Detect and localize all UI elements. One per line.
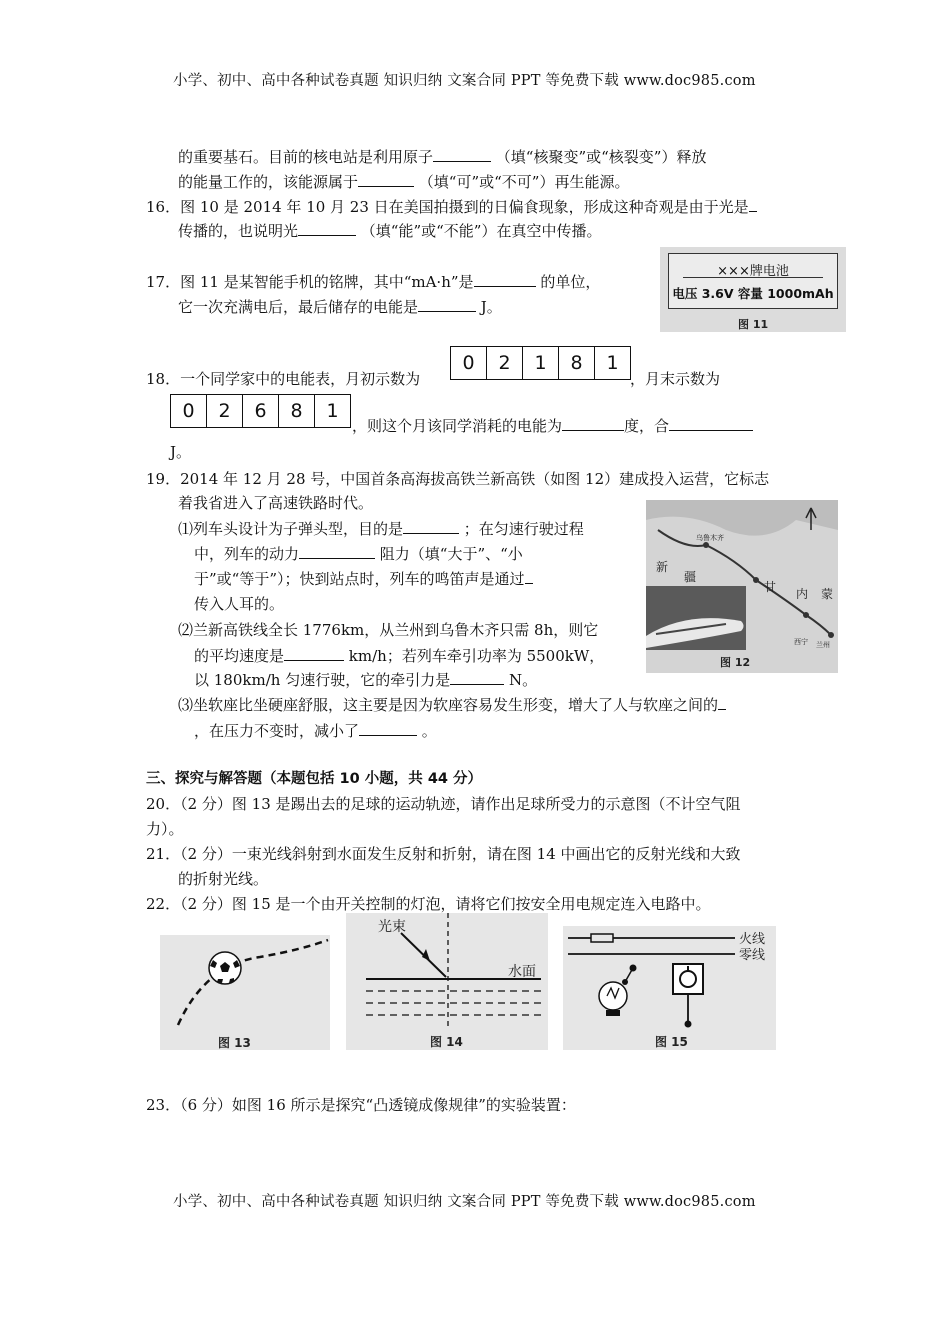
q18-line2	[352, 415, 753, 437]
q19-p1-line2	[194, 543, 523, 565]
q19-line1: 19．2014 年 12 月 28 号，中国首条高海拔高铁兰新高铁（如图 12）建成投入运营，它标志	[146, 470, 770, 488]
q19-blank3[interactable]	[525, 568, 533, 584]
q19-p3-text-c: 。	[421, 722, 437, 740]
q19-p1-text-b: ；在匀速行驶过程	[463, 520, 584, 538]
q17-text-d: J。	[480, 298, 502, 316]
q18-line1-end	[630, 368, 720, 390]
q17-text-a: 17．图 11 是某智能手机的铭牌，其中“mA·h”是	[146, 273, 474, 291]
section-3-title: 三、探究与解答题（本题包括 10 小题，共 44 分）	[146, 771, 483, 787]
meter-start-digit: 1	[606, 352, 619, 374]
ray-arrow-icon	[422, 949, 430, 961]
q16-text-b: 传播的，也说明光	[178, 222, 299, 240]
q22-line1: 22．（2 分）图 15 是一个由开关控制的灯泡，请将它们按安全用电规定连入电路中。	[146, 895, 711, 913]
train-photo	[646, 586, 746, 650]
q15-line1	[178, 146, 706, 168]
q16-text-c: （填“能”或“不能”）在真空中传播。	[360, 222, 602, 240]
nameplate-divider	[683, 277, 823, 278]
meter-start-digit: 2	[487, 347, 523, 379]
q19-blank6[interactable]	[718, 694, 726, 710]
q19-blank4[interactable]	[284, 645, 344, 661]
q17-text-b: 的单位，	[540, 273, 601, 291]
q19-p1-line3	[194, 568, 533, 590]
q15-text-d: （填“可”或“不可”）再生能源。	[418, 173, 630, 191]
q19-p2-text-c: km/h；若列车牵引功率为 5500kW，	[348, 647, 605, 665]
meter-end-digit: 6	[243, 395, 279, 427]
q19-p1-text-e: 于”或“等于”）；快到站点时，列车的鸣笛声是通过	[194, 570, 525, 588]
q18-line1-text	[146, 368, 420, 390]
q19-blank2[interactable]	[299, 543, 375, 559]
q19-p3-line1	[178, 694, 726, 716]
meter-start-digit: 8	[559, 347, 595, 379]
q19-p2-line1: ⑵兰新高铁线全长 1776km，从兰州到乌鲁木齐只需 8h，则它	[178, 621, 599, 639]
q17-text-c: 它一次充满电后，最后储存的电能是	[178, 298, 419, 316]
q18-line3: J。	[170, 443, 192, 461]
q20-line2: 力）。	[146, 820, 184, 838]
meter-end-reading	[170, 394, 351, 428]
football-trajectory-diagram	[160, 935, 330, 1050]
q19-blank7[interactable]	[359, 720, 417, 736]
page-header: 小学、初中、高中各种试卷真题 知识归纳 文案合同 PPT 等免费下载 www.doc985.com	[173, 73, 756, 89]
q17-blank2[interactable]	[418, 296, 476, 312]
q19-p2-text-d: 以 180km/h 匀速行驶，它的牵引力是	[194, 671, 451, 689]
figure-15-label: 图 15	[655, 1035, 688, 1049]
q19-p1-text-c: 中，列车的动力	[194, 545, 300, 563]
q16-line1	[146, 196, 757, 218]
map-label-xin: 新	[656, 560, 669, 574]
q16-line2	[178, 220, 601, 242]
meter-end-digit: 0	[171, 395, 207, 427]
q17-blank1[interactable]	[474, 271, 536, 287]
q18-blank1[interactable]	[562, 415, 624, 431]
figure-12-label: 图 12	[720, 656, 751, 669]
q15-blank1[interactable]	[433, 146, 491, 162]
meter-end-digit: 8	[279, 395, 315, 427]
q19-p3-text-a: ⑶坐软座比坐硬座舒服，这主要是因为软座容易发生形变，增大了人与软座之间的	[178, 696, 719, 714]
q19-blank5[interactable]	[450, 669, 504, 685]
battery-spec: 电压 3.6V 容量 1000mAh	[672, 286, 834, 301]
q18-text-b: ，月末示数为	[630, 370, 721, 388]
meter-start-reading	[450, 346, 631, 380]
map-label-meng: 蒙	[821, 587, 834, 601]
q19-p3-text-b: ，在压力不变时，减小了	[194, 722, 360, 740]
q18-text-c: ，则这个月该同学消耗的电能为	[352, 417, 563, 435]
meter-start-digit: 1	[523, 347, 559, 379]
figure-11-label: 图 11	[738, 318, 769, 331]
bulb-icon	[599, 982, 627, 1010]
light-refraction-diagram	[346, 913, 548, 1050]
q15-text-c: 的能量工作的，该能源属于	[178, 173, 359, 191]
q18-text-d: 度，合	[624, 417, 670, 435]
q16-blank1[interactable]	[749, 196, 757, 212]
page-footer: 小学、初中、高中各种试卷真题 知识归纳 文案合同 PPT 等免费下载 www.doc985.com	[173, 1194, 756, 1210]
q15-text-b: （填“核聚变”或“核裂变”）释放	[495, 148, 707, 166]
figure-14-label: 图 14	[430, 1035, 463, 1049]
figure-14	[346, 913, 548, 1050]
q17-line2	[178, 296, 502, 318]
map-label-lanzhou: 兰州	[816, 641, 830, 649]
q15-blank2[interactable]	[358, 171, 414, 187]
q19-p2-text-e: N。	[508, 671, 538, 689]
fuse-icon	[591, 934, 613, 942]
q16-text-a: 16．图 10 是 2014 年 10 月 23 日在美国拍摄到的日偏食现象，形成这种奇观是由于光是	[146, 198, 749, 216]
neutral-wire-label: 零线	[739, 948, 766, 963]
trajectory-curve	[178, 940, 328, 1025]
map-label-nei: 内	[796, 587, 809, 601]
q19-p1-line1	[178, 518, 584, 540]
q21-line2: 的折射光线。	[178, 870, 269, 888]
figure-15	[563, 926, 776, 1050]
map-label-jiang: 疆	[684, 570, 697, 584]
figure-13-label: 图 13	[218, 1036, 251, 1050]
figure-11	[660, 247, 846, 332]
map-label-urumqi: 乌鲁木齐	[696, 534, 724, 542]
q17-line1	[146, 271, 600, 293]
beam-label: 光束	[378, 919, 406, 935]
battery-nameplate	[668, 253, 838, 309]
q23-line1: 23．（6 分）如图 16 所示是探究“凸透镜成像规律”的实验装置：	[146, 1096, 576, 1114]
q16-blank2[interactable]	[298, 220, 356, 236]
battery-title: ×××牌电池	[717, 264, 789, 279]
figure-12	[646, 500, 838, 673]
q19-blank1[interactable]	[403, 518, 459, 534]
meter-end-digit: 2	[207, 395, 243, 427]
q18-text-a: 18．一个同学家中的电能表，月初示数为	[146, 370, 421, 388]
q15-line2	[178, 171, 629, 193]
q19-p2-line3	[194, 669, 537, 691]
live-wire-label: 火线	[739, 932, 766, 947]
water-surface-label: 水面	[508, 964, 536, 980]
train-image	[646, 586, 746, 650]
q19-p2-text-b: 的平均速度是	[194, 647, 285, 665]
q20-line1: 20．（2 分）图 13 是踢出去的足球的运动轨迹，请作出足球所受力的示意图（不计空气阻	[146, 795, 741, 813]
map-label-gan: 甘	[764, 580, 777, 594]
q19-line2: 着我省进入了高速铁路时代。	[178, 494, 374, 512]
map-label-xining: 西宁	[794, 638, 808, 646]
meter-end-digit: 1	[326, 400, 339, 422]
q21-line1: 21．（2 分）一束光线斜射到水面发生反射和折射，请在图 14 中画出它的反射光线和大致	[146, 845, 741, 863]
meter-start-digit: 0	[451, 347, 487, 379]
figure-13	[160, 935, 330, 1050]
q19-p1-line4: 传入人耳的。	[194, 595, 285, 613]
q19-p1-text-a: ⑴列车头设计为子弹头型，目的是	[178, 520, 404, 538]
q18-blank2[interactable]	[669, 415, 753, 431]
q19-p3-line2	[194, 720, 437, 742]
q19-p1-text-d: 阻力（填“大于”、“小	[379, 545, 523, 563]
q19-p2-line2	[194, 645, 604, 667]
q15-text-a: 的重要基石。目前的核电站是利用原子	[178, 148, 434, 166]
